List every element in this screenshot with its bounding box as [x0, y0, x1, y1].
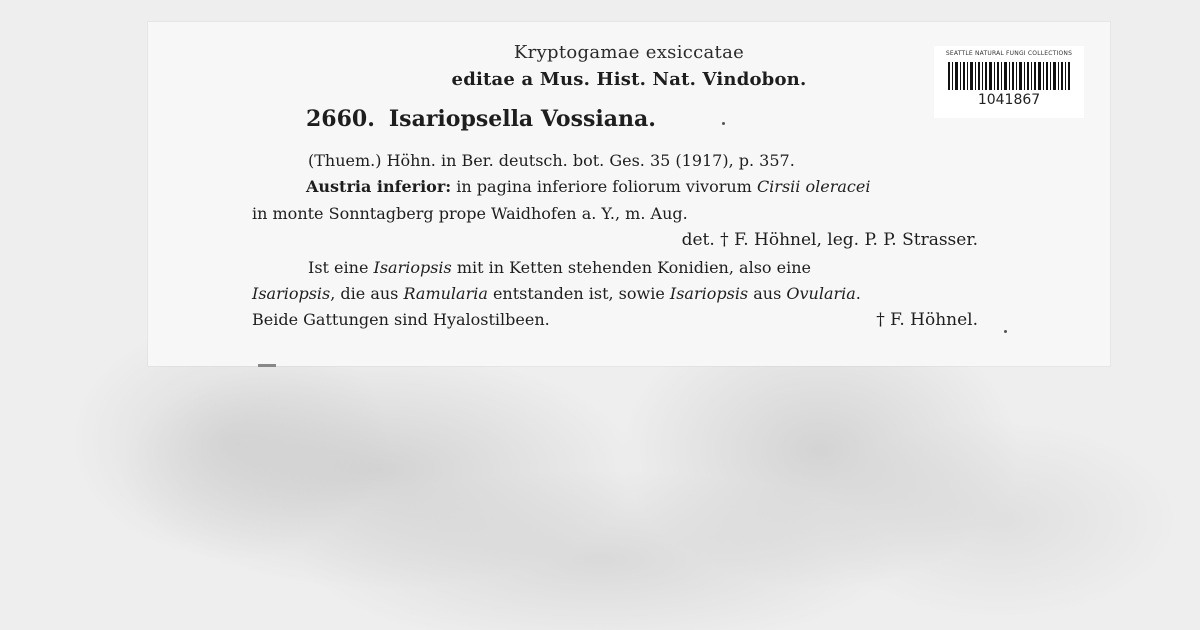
pencil-mark	[258, 364, 276, 367]
note-text: , die aus	[330, 284, 404, 303]
taxon-name: Isariopsis	[252, 284, 331, 303]
barcode-number: 1041867	[977, 92, 1041, 108]
specimen-name: Isariopsella Vossiana.	[388, 106, 656, 132]
specimen-title	[306, 106, 656, 132]
taxon-name: Ramularia	[403, 284, 488, 303]
series-title: Kryptogamae exsiccatae	[513, 42, 745, 63]
barcode-header: SEATTLE NATURAL FUNGI COLLECTIONS	[945, 50, 1073, 57]
speck	[1004, 330, 1007, 333]
series-publisher: editae a Mus. Hist. Nat. Vindobon.	[451, 69, 807, 90]
barcode-icon	[948, 62, 1070, 90]
note-text: aus	[748, 284, 787, 303]
note-line-3: Beide Gattungen sind Hyalostilbeen.	[252, 310, 550, 329]
taxon-name: Isariopsis	[373, 258, 452, 277]
locality-text: in pagina inferiore foliorum vivorum	[451, 177, 757, 196]
host-name: Cirsii oleracei	[756, 177, 871, 196]
locality-label: Austria inferior:	[306, 177, 452, 196]
note-text: mit in Ketten stehenden Konidien, also eine	[451, 258, 811, 277]
note-line-2	[252, 284, 861, 303]
collector-line: det. † F. Höhnel, leg. P. P. Strasser.	[681, 230, 978, 250]
taxon-name: Ovularia	[786, 284, 856, 303]
note-text: .	[855, 284, 861, 303]
locality-line-1	[306, 177, 870, 196]
citation: (Thuem.) Höhn. in Ber. deutsch. bot. Ges. 35 (1917), p. 357.	[308, 151, 795, 170]
locality-line-2: in monte Sonntagberg prope Waidhofen a. Y., m. Aug.	[252, 204, 688, 223]
note-text: entstanden ist, sowie	[487, 284, 670, 303]
taxon-name: Isariopsis	[669, 284, 749, 303]
specimen-number: 2660.	[306, 106, 375, 132]
note-line-1	[308, 258, 811, 277]
barcode-label	[934, 46, 1084, 118]
note-text: Ist eine	[308, 258, 374, 277]
speck	[722, 122, 725, 125]
signature: † F. Höhnel.	[876, 310, 978, 330]
